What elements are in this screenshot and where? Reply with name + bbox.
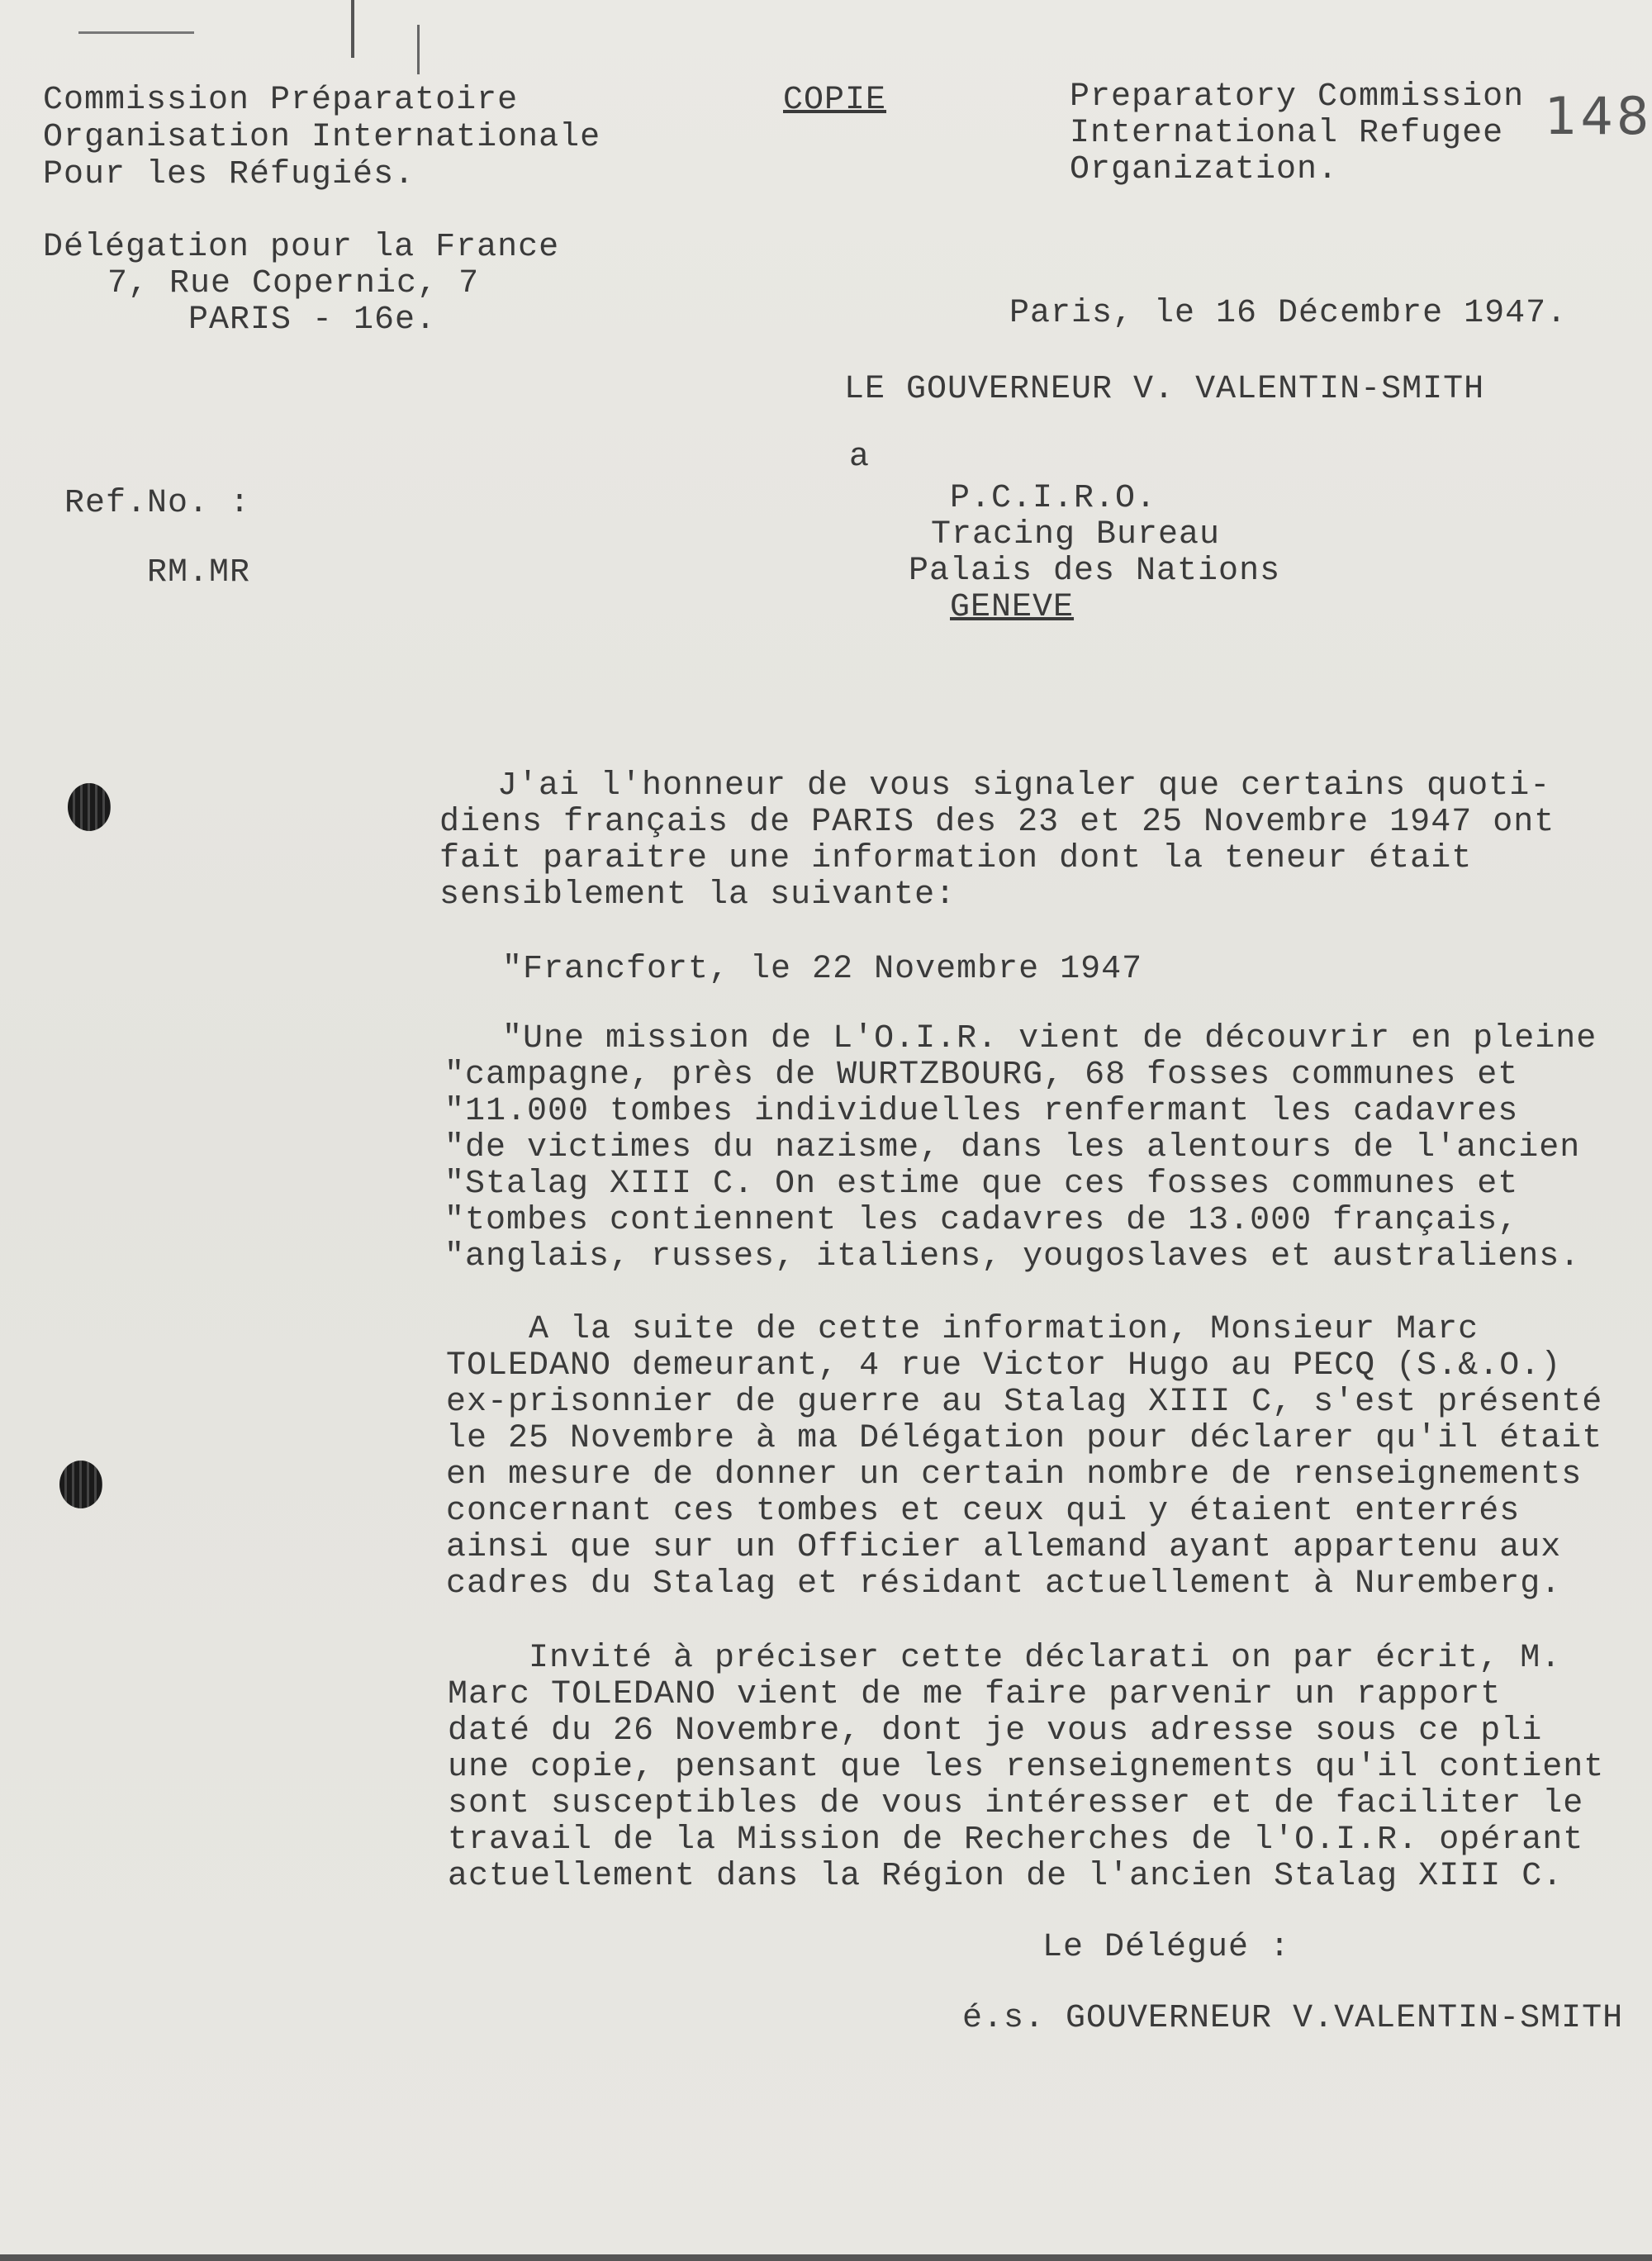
body-para3-line6: concernant ces tombes et ceux qui y étaient enterrés: [446, 1493, 1521, 1530]
recipient-city: GENEVE: [950, 589, 1075, 626]
body-para3-line5: en mesure de donner un certain nombre de renseignements: [446, 1456, 1583, 1494]
quote-line7: "anglais, russes, italiens, yougoslaves et australiens.: [444, 1238, 1581, 1275]
body-para3-line3: ex-prisonnier de guerre au Stalag XIII C, s'est présenté: [446, 1384, 1603, 1421]
punch-hole-top: [68, 783, 111, 831]
body-para1-line1: J'ai l'honneur de vous signaler que certains quoti-: [497, 767, 1551, 805]
body-para3-line2: TOLEDANO demeurant, 4 rue Victor Hugo au PECQ (S.&.O.): [446, 1347, 1562, 1385]
ink-mark: [417, 25, 420, 74]
body-para4-line4: une copie, pensant que les renseignements qu'il contient: [448, 1749, 1605, 1786]
ref-value: RM.MR: [147, 554, 251, 591]
body-para1-line3: fait paraitre une information dont la teneur était: [439, 840, 1473, 877]
body-para4-line3: daté du 26 Novembre, dont je vous adresse sous ce pli: [448, 1712, 1543, 1750]
quote-header: "Francfort, le 22 Novembre 1947: [502, 951, 1143, 988]
org-name-en-line2: International Refugee: [1070, 115, 1504, 152]
to-word: a: [849, 439, 871, 476]
body-para4-line6: travail de la Mission de Recherches de l'O.I.R. opérant: [448, 1822, 1584, 1859]
ref-label: Ref.No. :: [64, 485, 251, 522]
punch-hole-bottom: [59, 1461, 102, 1508]
org-name-fr-line3: Pour les Réfugiés.: [43, 156, 415, 193]
quote-line4: "de victimes du nazisme, dans les alentours de l'ancien: [444, 1129, 1581, 1166]
body-para3-line4: le 25 Novembre à ma Délégation pour déclarer qu'il était: [446, 1420, 1603, 1457]
quote-line5: "Stalag XIII C. On estime que ces fosses communes et: [444, 1166, 1519, 1203]
ink-mark: [351, 0, 354, 58]
quote-line6: "tombes contiennent les cadavres de 13.000 français,: [444, 1202, 1519, 1239]
org-name-fr-line2: Organisation Internationale: [43, 119, 601, 156]
org-name-fr-line1: Commission Préparatoire: [43, 82, 519, 119]
recipient-line1: P.C.I.R.O.: [950, 480, 1157, 517]
letter-date: Paris, le 16 Décembre 1947.: [1009, 295, 1568, 332]
quote-line1: "Une mission de L'O.I.R. vient de découvrir en pleine: [502, 1020, 1597, 1057]
recipient-line3: Palais des Nations: [909, 553, 1281, 590]
body-para4-line7: actuellement dans la Région de l'ancien Stalag XIII C.: [448, 1858, 1564, 1895]
quote-line2: "campagne, près de WURTZBOURG, 68 fosses communes et: [444, 1057, 1519, 1094]
org-name-en-line1: Preparatory Commission: [1070, 78, 1525, 116]
body-para3-line7: ainsi que sur un Officier allemand ayant appartenu aux: [446, 1529, 1562, 1566]
signature-line: é.s. GOUVERNEUR V.VALENTIN-SMITH: [962, 2000, 1624, 2037]
page-number: 148: [1545, 86, 1652, 146]
body-para4-line5: sont susceptibles de vous intéresser et de faciliter le: [448, 1785, 1584, 1822]
delegation-street: 7, Rue Copernic, 7: [107, 265, 480, 302]
scan-edge: [0, 2254, 1652, 2261]
body-para4-line2: Marc TOLEDANO vient de me faire parvenir un rapport: [448, 1676, 1502, 1713]
org-name-en-line3: Organization.: [1070, 151, 1339, 188]
recipient-line2: Tracing Bureau: [931, 516, 1221, 553]
body-para1-line2: diens français de PARIS des 23 et 25 Novembre 1947 ont: [439, 804, 1555, 841]
body-para3-line1: A la suite de cette information, Monsieur Marc: [529, 1311, 1479, 1348]
body-para4-line1: Invité à préciser cette déclarati on par écrit, M.: [529, 1640, 1562, 1677]
delegation-name: Délégation pour la France: [43, 229, 560, 266]
copy-stamp: COPIE: [783, 82, 887, 119]
closing-title: Le Délégué :: [1042, 1929, 1291, 1966]
ink-mark: [78, 31, 194, 34]
quote-line3: "11.000 tombes individuelles renfermant les cadavres: [444, 1093, 1519, 1130]
sender-line: LE GOUVERNEUR V. VALENTIN-SMITH: [844, 371, 1485, 408]
body-para1-line4: sensiblement la suivante:: [439, 876, 957, 914]
delegation-city: PARIS - 16e.: [188, 302, 437, 339]
body-para3-line8: cadres du Stalag et résidant actuellement à Nuremberg.: [446, 1565, 1562, 1603]
